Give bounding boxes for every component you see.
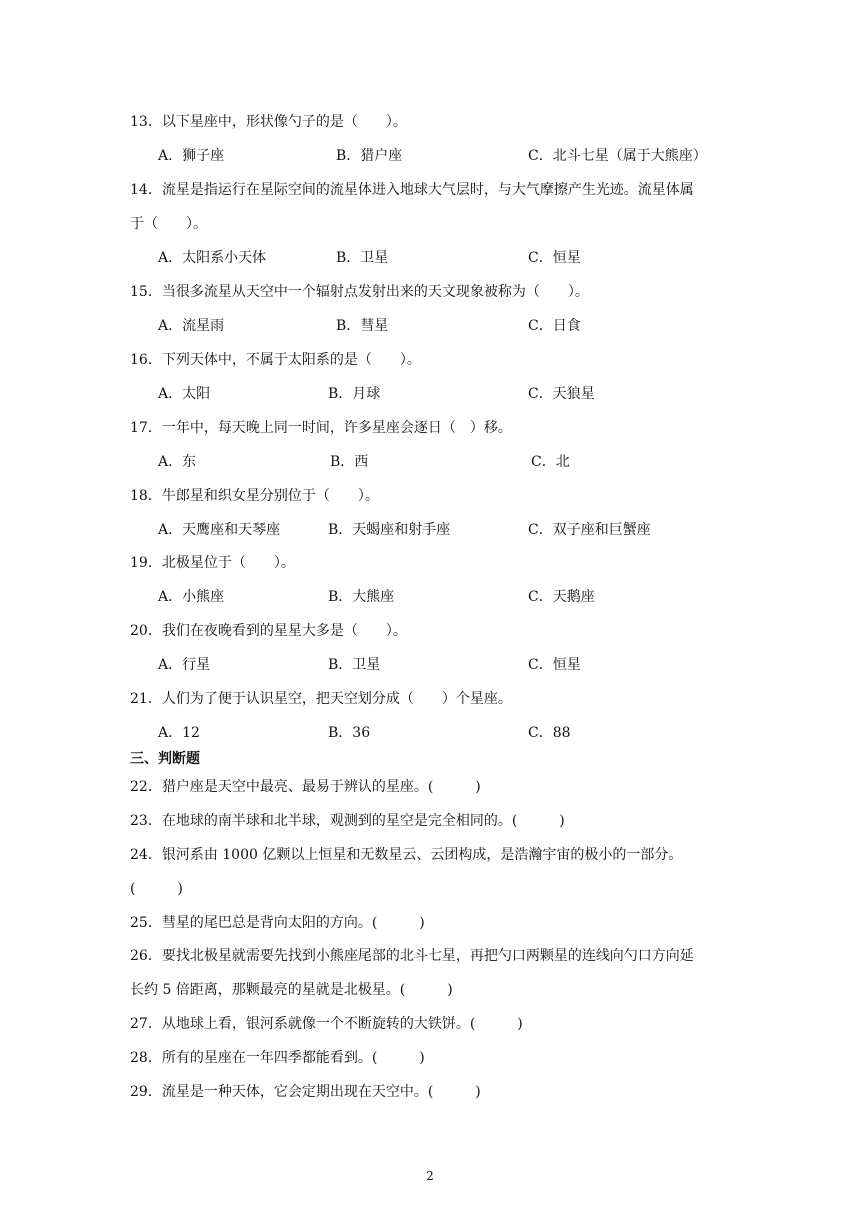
question-25: 25．彗星的尾巴总是背向太阳的方向。( ): [130, 915, 425, 931]
question-20-option-a: A．行星: [158, 657, 211, 673]
question-22: 22．猎户座是天空中最亮、最易于辨认的星座。( ): [130, 779, 481, 795]
question-15-stem: 15．当很多流星从天空中一个辐射点发射出来的天文现象被称为（ ）。: [130, 284, 589, 300]
question-21-option-a: A．12: [158, 725, 200, 741]
question-19-option-c: C．天鹅座: [528, 589, 595, 605]
question-13-option-a: A．狮子座: [158, 148, 225, 164]
question-28: 28．所有的星座在一年四季都能看到。( ): [130, 1050, 425, 1066]
question-14-option-c: C．恒星: [528, 250, 581, 266]
question-20-option-c: C．恒星: [528, 657, 581, 673]
question-16-stem: 16．下列天体中，不属于太阳系的是（ ）。: [130, 352, 421, 368]
question-21-option-b: B．36: [328, 725, 371, 741]
question-24: 24．银河系由 1000 亿颗以上恒星和无数星云、云团构成，是浩瀚宇宙的极小的一部分。: [130, 847, 683, 863]
question-18-stem: 18．牛郎星和织女星分别位于（ ）。: [130, 488, 379, 504]
question-19-option-a: A．小熊座: [158, 589, 225, 605]
question-17-option-a: A．东: [158, 454, 197, 470]
question-18-option-b: B．天蝎座和射手座: [328, 522, 451, 538]
question-21-option-c: C．88: [528, 725, 571, 741]
question-16-option-b: B．月球: [328, 386, 381, 402]
question-26: 26．要找北极星就需要先找到小熊座尾部的北斗七星，再把勺口两颗星的连线向勺口方向延: [130, 948, 694, 964]
question-14-option-b: B．卫星: [336, 250, 389, 266]
question-18-option-a: A．天鹰座和天琴座: [158, 522, 281, 538]
question-17-option-c: C．北: [531, 454, 570, 470]
question-16-option-a: A．太阳: [158, 386, 211, 402]
question-19-stem: 19．北极星位于（ ）。: [130, 555, 295, 571]
question-26-cont: 长约 5 倍距离，那颗最亮的星就是北极星。( ): [130, 982, 453, 998]
question-17-stem: 17．一年中，每天晚上同一时间，许多星座会逐日（ ）移。: [130, 420, 512, 436]
question-13-option-b: B．猎户座: [336, 148, 403, 164]
question-15-option-a: A．流星雨: [158, 318, 225, 334]
question-21-stem: 21．人们为了便于认识星空，把天空划分成（ ）个星座。: [130, 691, 512, 707]
question-23: 23．在地球的南半球和北半球，观测到的星空是完全相同的。( ): [130, 813, 565, 829]
question-13-stem: 13．以下星座中，形状像勺子的是（ ）。: [130, 114, 407, 130]
question-15-option-c: C．日食: [528, 318, 581, 334]
page-number: 2: [426, 1169, 434, 1183]
section-title: 三、判断题: [130, 751, 200, 767]
question-29: 29．流星是一种天体，它会定期出现在天空中。( ): [130, 1084, 481, 1100]
question-14-stem-cont: 于（ ）。: [130, 216, 207, 232]
question-20-option-b: B．卫星: [328, 657, 381, 673]
question-14-stem: 14．流星是指运行在星际空间的流星体进入地球大气层时，与大气摩擦产生光迹。流星体属: [130, 182, 694, 198]
question-15-option-b: B．彗星: [336, 318, 389, 334]
question-13-option-c: C．北斗七星（属于大熊座）: [528, 148, 707, 164]
question-24-cont: ( ): [130, 881, 183, 897]
question-17-option-b: B．西: [330, 454, 369, 470]
question-16-option-c: C．天狼星: [528, 386, 595, 402]
question-14-option-a: A．太阳系小天体: [158, 250, 267, 266]
question-18-option-c: C．双子座和巨蟹座: [528, 522, 651, 538]
question-20-stem: 20．我们在夜晚看到的星星大多是（ ）。: [130, 623, 407, 639]
question-19-option-b: B．大熊座: [328, 589, 395, 605]
question-27: 27．从地球上看，银河系就像一个不断旋转的大铁饼。( ): [130, 1016, 523, 1032]
